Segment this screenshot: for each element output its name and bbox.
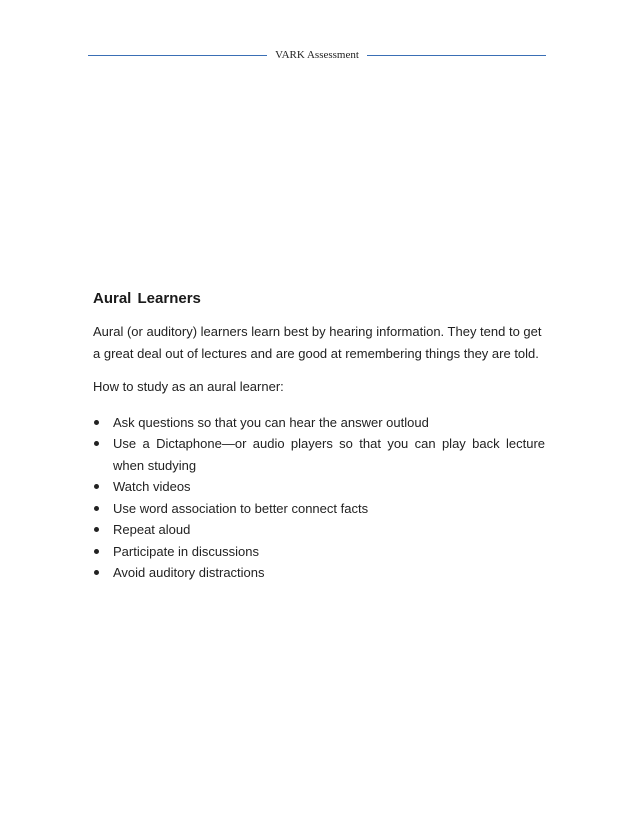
page-header — [88, 46, 546, 64]
list-item-text: Ask questions so that you can hear the answer outloud — [113, 414, 429, 430]
list-item-text: Watch videos — [113, 479, 191, 494]
list-item — [93, 562, 545, 584]
list-item-text: Repeat aloud — [113, 522, 191, 537]
header-rule-left — [88, 55, 267, 56]
bullet-icon — [94, 570, 99, 575]
bullet-icon — [94, 420, 99, 425]
list-item — [93, 498, 545, 520]
study-intro: How to study as an aural learner: — [93, 379, 284, 394]
section-heading: Aural Learners — [93, 290, 201, 307]
list-item — [93, 476, 545, 498]
study-tips-list — [93, 412, 545, 584]
header-rule-right — [367, 55, 546, 56]
list-item — [93, 433, 545, 476]
list-item — [93, 519, 545, 541]
list-item-text: Participate in discussions — [113, 543, 259, 559]
header-title: VARK Assessment — [275, 49, 359, 61]
bullet-icon — [94, 506, 99, 511]
bullet-icon — [94, 527, 99, 532]
list-item-text: Avoid auditory distractions — [113, 565, 265, 580]
document-body — [93, 290, 545, 584]
bullet-icon — [94, 549, 99, 554]
bullet-icon — [94, 441, 99, 446]
list-item-text: Use a Dictaphone—or audio players so that you can play back lecture when studying — [113, 436, 545, 473]
list-item — [93, 412, 545, 434]
bullet-icon — [94, 484, 99, 489]
list-item-text: Use word association to better connect facts — [113, 500, 369, 516]
section-paragraph: Aural (or auditory) learners learn best by hearing information. They tend to get a great deal out of lectures and are good at remembering things they are told. — [93, 324, 542, 361]
list-item — [93, 541, 545, 563]
